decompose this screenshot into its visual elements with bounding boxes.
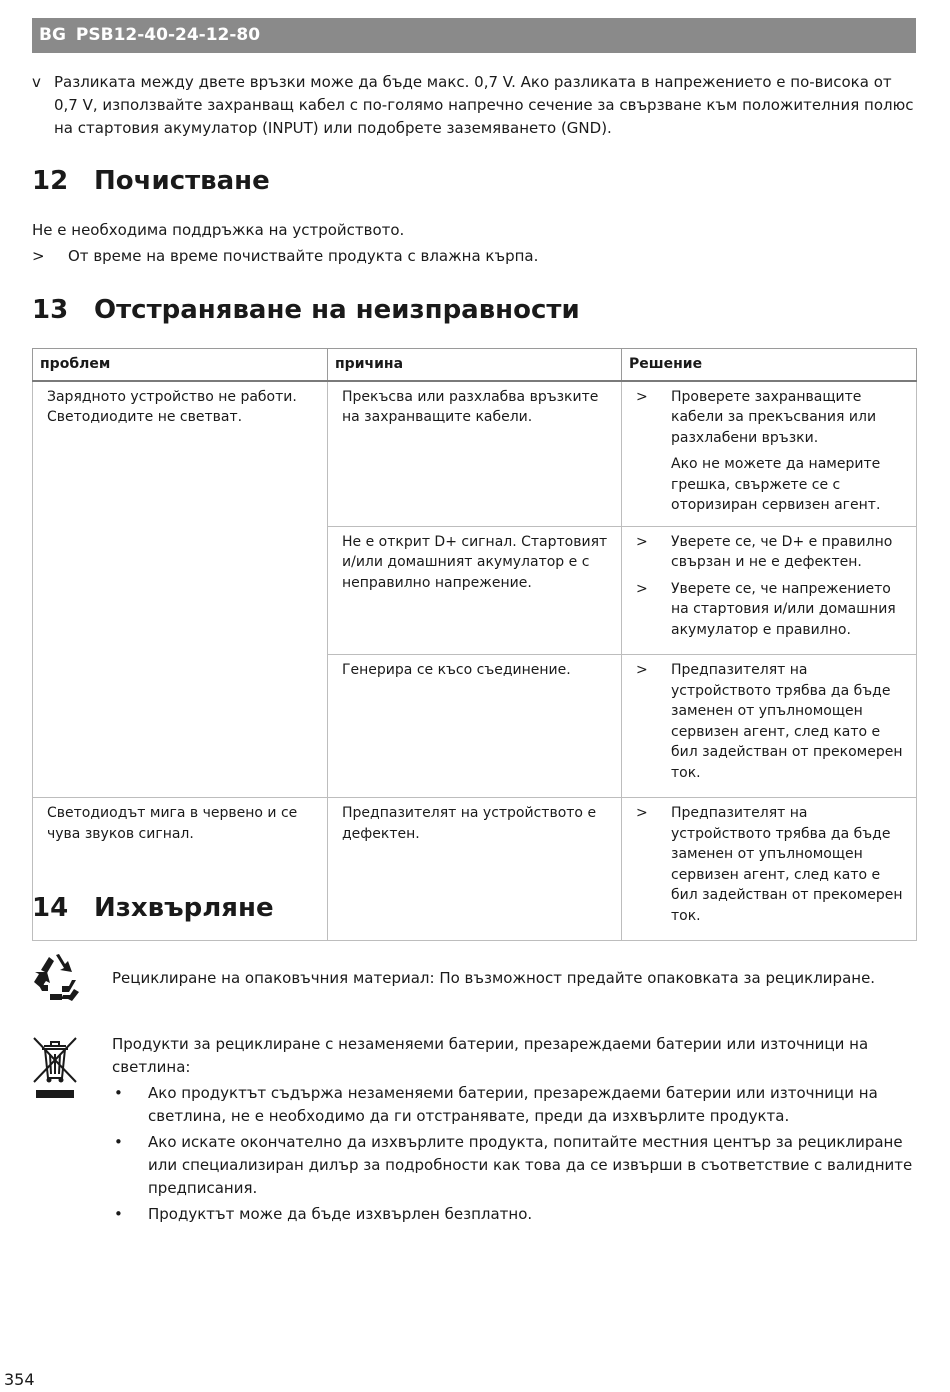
solution-text: Предпазителят на устройството трябва да бъде заменен от упълномощен сервизен агент, след като е бил задействан от прекомерен ток. — [671, 805, 903, 924]
step-arrow: > — [636, 388, 648, 405]
step-arrow: > — [636, 580, 648, 597]
header-bar — [32, 18, 916, 53]
section-title: Почистване — [94, 166, 270, 196]
list-item — [112, 1203, 914, 1226]
list-item-text: Ако продуктът съдържа незаменяеми батерии, презареждаеми батерии или източници на светлина, не е необходимо да ги отстранявате, преди да изхвърлите продукта. — [148, 1084, 878, 1125]
bullet: • — [114, 1205, 123, 1223]
solution-note: Ако не можете да намерите грешка, свържете се с оторизиран сервизен агент. — [671, 456, 881, 513]
solution-step — [636, 579, 908, 641]
step-arrow: > — [636, 805, 648, 821]
section-number: 14 — [32, 893, 69, 923]
section-12-heading — [32, 164, 270, 198]
weee-section — [112, 1033, 914, 1226]
list-item-text: Ако искате окончателно да изхвърлите продукта, попитайте местния център за рециклиране или специализиран дилър за подробности как това да се извърши в съответствие с валидните предписания. — [148, 1133, 913, 1197]
problem-cell: Светодиодът мига в червено и се чува звуков сигнал. — [33, 798, 328, 941]
list-item-text: Продуктът може да бъде изхвърлен безплатно. — [148, 1205, 533, 1223]
weee-crossed-bin-icon — [32, 1034, 78, 1106]
solution-cell — [622, 381, 917, 527]
column-header-cause: причина — [328, 349, 622, 381]
solution-text: Уверете се, че напрежението на стартовия и/или домашния акумулатор е правилно. — [671, 580, 896, 638]
table-row — [33, 381, 917, 527]
solution-cell — [622, 526, 917, 655]
solution-step — [636, 387, 908, 449]
column-header-solution: Решение — [622, 349, 917, 381]
solution-step — [636, 532, 908, 573]
list-item — [112, 1082, 914, 1128]
cause-cell: Генерира се късо съединение. — [328, 655, 622, 798]
cause-cell: Прекъсва или разхлабва връзките на захранващите кабели. — [328, 381, 622, 527]
cleaning-step — [32, 245, 916, 268]
solution-text: Уверете се, че D+ е правилно свързан и не е дефектен. — [671, 533, 893, 570]
troubleshooting-table — [32, 348, 917, 941]
maintenance-text: Не е необходима поддръжка на устройството. — [32, 221, 405, 239]
recycle-packaging-text: Рециклиране на опаковъчния материал: По възможност предайте опаковката за рециклиране. — [112, 969, 876, 987]
section-number: 13 — [32, 295, 69, 325]
page-number: 354 — [4, 1370, 35, 1389]
intro-text: Разликата между двете връзки може да бъде макс. 0,7 V. Ако разликата в напрежението е по-висока от 0,7 V, използвайте захранващ кабел с по-голямо напречно сечение за свързване към положителния полюс на стартовия акумулатор (INPUT) или подобрете заземяването (GND). — [54, 73, 914, 137]
step-arrow: > — [636, 533, 648, 550]
solution-step — [636, 803, 908, 926]
note-marker: v — [32, 73, 41, 91]
section-14-heading — [32, 891, 274, 925]
solution-step — [636, 660, 908, 783]
solution-cell — [622, 798, 917, 941]
list-item — [112, 1131, 914, 1200]
cause-cell: Не е открит D+ сигнал. Стартовият и/или домашният акумулатор е с неправилно напрежение. — [328, 526, 622, 655]
cause-cell: Предпазителят на устройството е дефектен. — [328, 798, 622, 941]
solution-text: Проверете захранващите кабели за прекъсвания или разхлабени връзки. — [671, 388, 877, 446]
weee-intro-text: Продукти за рециклиране с незаменяеми батерии, презареждаеми батерии или източници на светлина: — [112, 1035, 869, 1076]
bullet: • — [114, 1133, 123, 1151]
table-header-row — [33, 349, 917, 381]
solution-cell — [622, 655, 917, 798]
solution-text: Предпазителят на устройството трябва да бъде заменен от упълномощен сервизен агент, след като е бил задействан от прекомерен ток. — [671, 662, 903, 781]
section-12-body — [32, 219, 916, 268]
column-header-problem: проблем — [33, 349, 328, 381]
problem-cell: Зарядното устройство не работи. Светодиодите не светват. — [33, 381, 328, 798]
bullet: • — [114, 1084, 123, 1102]
section-title: Отстраняване на неизправности — [94, 295, 580, 325]
step-arrow: > — [32, 247, 45, 265]
section-title: Изхвърляне — [94, 893, 274, 923]
cleaning-step-text: От време на време почиствайте продукта с влажна кърпа. — [68, 247, 539, 265]
section-13-heading — [32, 293, 580, 327]
language-code: BG — [39, 25, 66, 45]
step-arrow: > — [636, 662, 648, 678]
model-number: PSB12-40-24-12-80 — [75, 25, 261, 45]
intro-paragraph — [32, 71, 916, 140]
recycle-icon — [32, 953, 80, 1005]
section-number: 12 — [32, 166, 69, 196]
